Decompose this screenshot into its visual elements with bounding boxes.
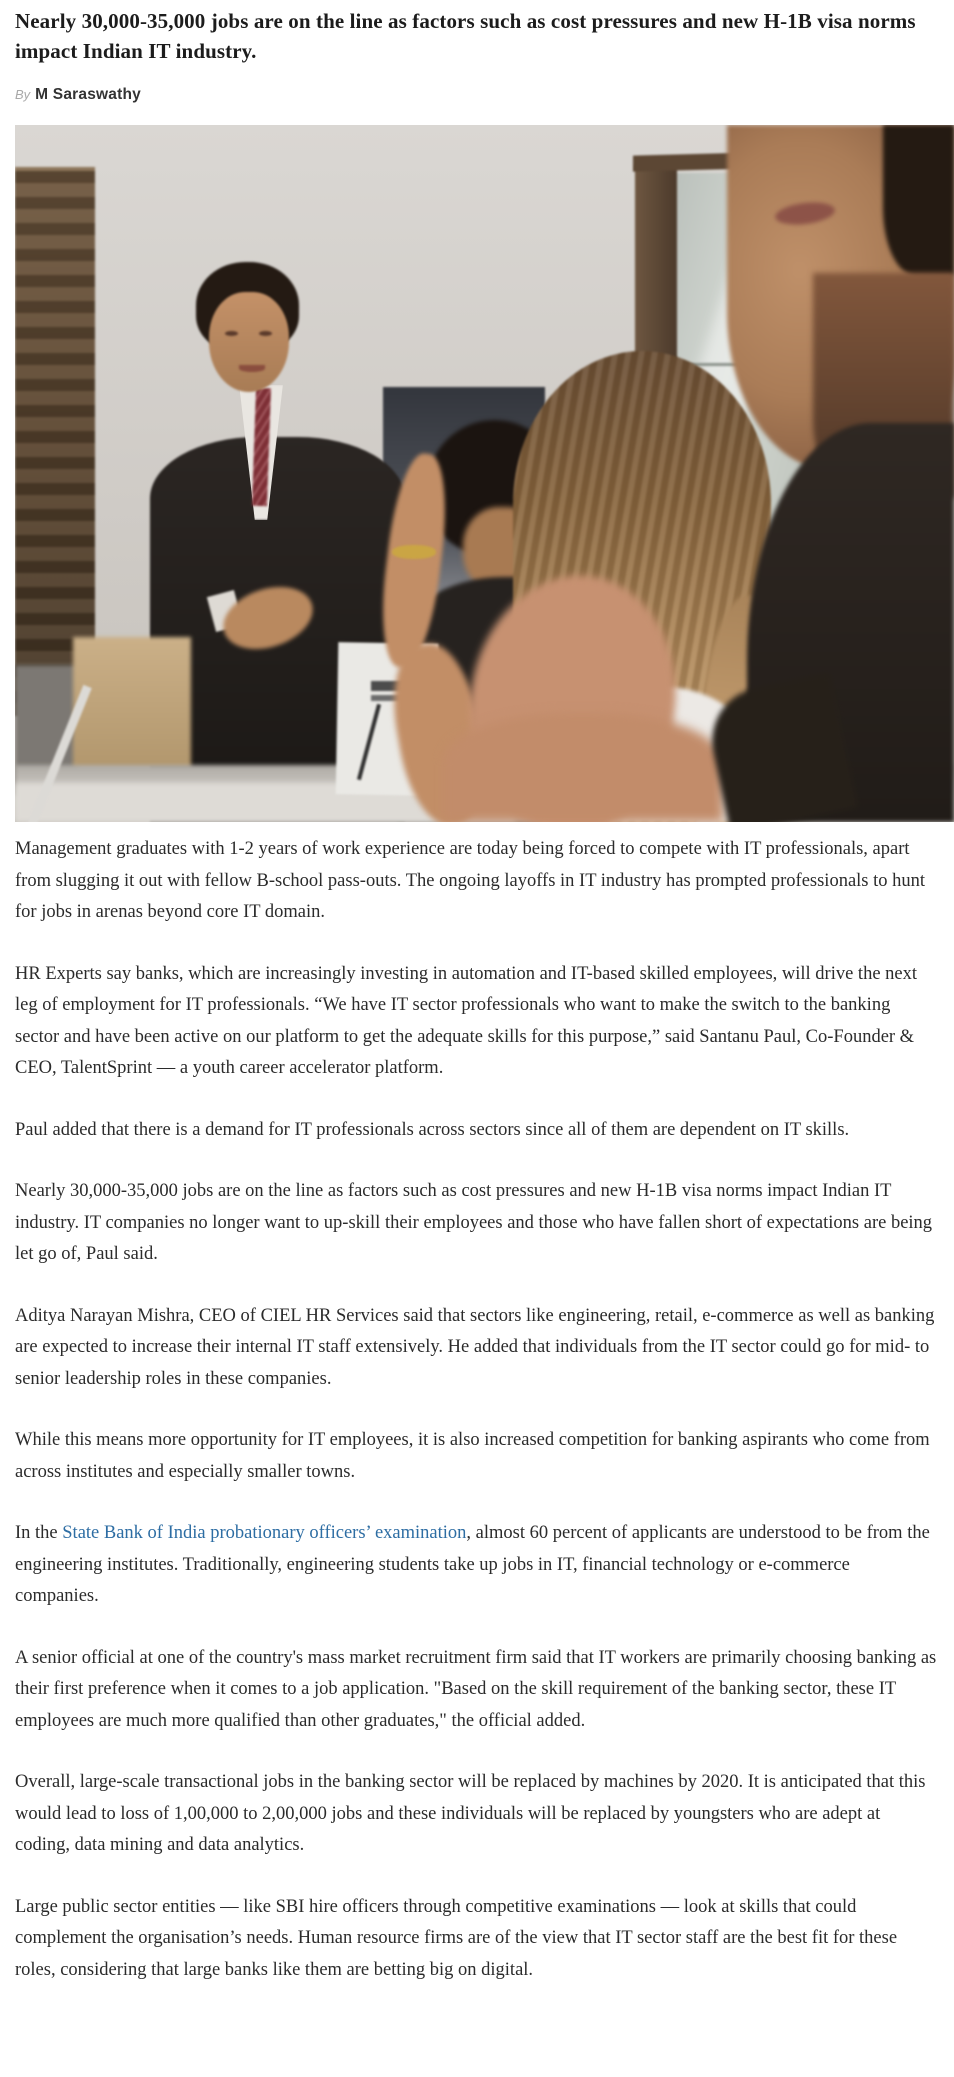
paragraph-text: , almost 60 percent of applicants are understood to be from the engineering institutes. Traditionally, engineering students take up jobs in IT, financial technology or e-commerce companies. xyxy=(15,1523,930,1606)
photo-wooden-cabinet xyxy=(15,167,95,716)
photo-presenter-face xyxy=(209,292,289,392)
paragraph-text: A senior official at one of the country's mass market recruitment firm said that IT workers are primarily choosing banking as their first preference when it comes to a job application. "Based on the skill requirement of the banking sector, these IT employees are much more qualified than other graduates," the official added. xyxy=(15,1647,937,1731)
paragraph-text: Paul added that there is a demand for IT professionals across sectors since all of them are dependent on IT skills. xyxy=(15,1119,850,1140)
paragraph-text: While this means more opportunity for IT employees, it is also increased competition for banking aspirants who come from across institutes and especially smaller towns. xyxy=(15,1430,930,1482)
article-paragraph xyxy=(15,1643,937,1738)
article-paragraph xyxy=(15,1115,937,1147)
paragraph-text: In the xyxy=(15,1523,63,1543)
page-title: Nearly 30,000-35,000 jobs are on the line as factors such as cost pressures and new H-1B visa norms impact Indian IT industry. xyxy=(15,9,916,63)
article-paragraph xyxy=(15,1518,937,1613)
paragraph-text: Management graduates with 1-2 years of work experience are today being forced to compete with IT professionals, apart from slugging it out with fellow B-school pass-outs. The ongoing layoffs in IT industry has prompted professionals to hunt for jobs in arenas beyond core IT domain. xyxy=(15,839,926,922)
byline xyxy=(15,86,954,104)
article-paragraph xyxy=(15,1425,937,1488)
photo-foreground-woman-hair xyxy=(883,125,954,275)
article-paragraph xyxy=(15,834,937,929)
paragraph-text: Aditya Narayan Mishra, CEO of CIEL HR Services said that sectors like engineering, retail, e-commerce as well as banking are expected to increase their internal IT staff extensively. He added that individuals from the IT sector could go for mid- to senior leadership roles in these companies. xyxy=(15,1305,935,1389)
article-photo xyxy=(15,125,954,822)
photo-presenter-smile xyxy=(239,365,265,372)
article-paragraph xyxy=(15,1767,937,1862)
photo-foreground-arm-blur xyxy=(443,713,723,822)
byline-prefix: By xyxy=(15,87,31,102)
article-paragraph xyxy=(15,1301,937,1396)
paragraph-text: Nearly 30,000-35,000 jobs are on the line as factors such as cost pressures and new H-1B visa norms impact Indian IT industry. IT companies no longer want to up-skill their employees and those who have fallen short of expectations are being let go of, Paul said. xyxy=(15,1181,933,1264)
article-paragraph xyxy=(15,1892,937,1987)
inline-link[interactable]: State Bank of India probationary officers’ examination xyxy=(62,1523,467,1543)
paragraph-text: Large public sector entities — like SBI hire officers through competitive examinations — look at skills that could complement the organisation’s needs. Human resource firms are of the view that IT sector staff are the best fit for these roles, considering that large banks like them are betting big on digital. xyxy=(15,1896,898,1980)
paragraph-text: Overall, large-scale transactional jobs in the banking sector will be replaced by machines by 2020. It is anticipated that this would lead to loss of 1,00,000 to 2,00,000 jobs and these individuals will be replaced by youngsters who are adept at coding, data mining and data analytics. xyxy=(15,1772,926,1855)
article-body xyxy=(15,834,954,1986)
photo-cardboard-box xyxy=(73,637,191,769)
photo-presenter-eye-left xyxy=(225,331,238,336)
photo-presenter-eye-right xyxy=(259,331,272,336)
byline-author: M Saraswathy xyxy=(35,86,141,103)
paragraph-text: HR Experts say banks, which are increasingly investing in automation and IT-based skilled employees, will drive the next leg of employment for IT professionals. “We have IT sector professionals who want to make the switch to the banking sector and have been active on our platform to get the adequate skills for this purpose,” said Santanu Paul, Co-Founder & CEO, TalentSprint — a youth career accelerator platform. xyxy=(15,963,918,1078)
photo-gold-bracelet xyxy=(392,545,436,559)
article-paragraph xyxy=(15,1176,937,1271)
article-paragraph xyxy=(15,959,937,1085)
